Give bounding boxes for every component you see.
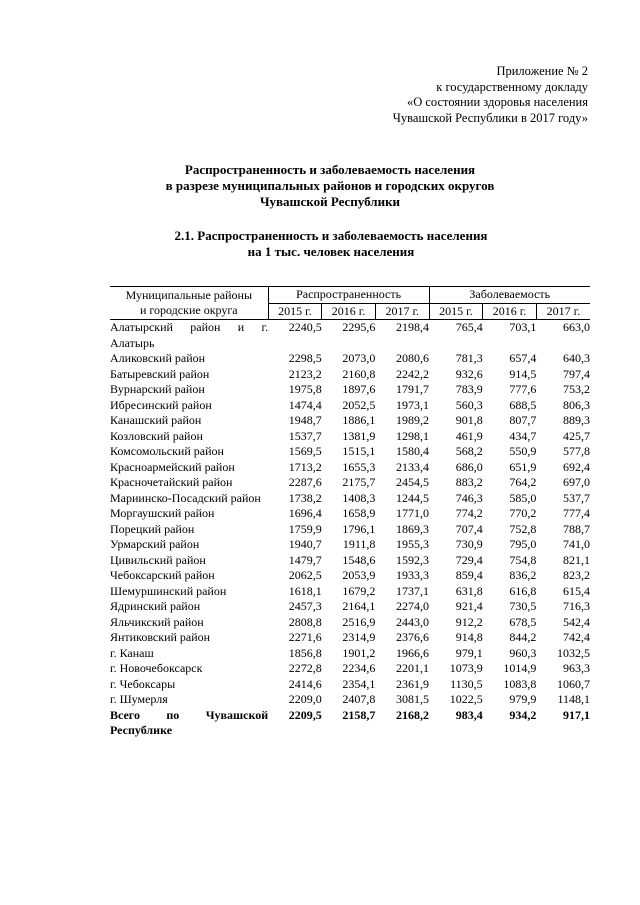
table-row [110,398,590,414]
table-row [110,522,590,538]
table-row [110,599,590,615]
value-cell: 1737,1 [396,583,430,598]
value-cell: 1911,8 [342,537,376,551]
value-cell: 1022,5 [449,692,483,706]
value-cell: 2376,6 [396,630,430,644]
table-row [110,491,590,507]
value-cell: 550,9 [509,444,537,458]
value-cell: 914,5 [509,366,537,381]
value-cell: 859,4 [455,568,483,582]
header-year: 2017 г. [375,303,429,320]
value-cell: 2454,5 [396,475,430,489]
value-cell: 795,0 [509,537,537,551]
header-prevalence: Распространенность [268,287,429,304]
value-cell: 560,3 [455,397,483,412]
region-name-cell: г. Канаш [110,645,154,660]
value-cell: 1759,9 [288,521,322,536]
region-name-cell: г. Новочебоксарск [110,661,203,675]
value-cell: 1989,2 [396,413,430,427]
table-body [110,320,590,739]
title-line: в разрезе муниципальных районов и городских округов [165,178,495,193]
value-cell: 777,6 [509,382,537,396]
table-total-row [110,708,590,739]
value-cell: 752,8 [509,521,537,536]
value-cell: 1738,2 [288,490,322,505]
appendix-line: к государственному докладу [436,79,588,94]
table-row [110,320,590,352]
value-cell: 2295,6 [342,320,376,334]
value-cell: 1592,3 [396,552,430,567]
value-cell: 2198,4 [396,320,430,334]
value-cell: 2234,6 [342,661,376,675]
value-cell: 1548,6 [342,552,376,567]
region-name-cell: Шемуршинский район [110,583,227,598]
value-cell: 1966,6 [396,645,430,660]
region-name-cell: Аликовский район [110,351,206,365]
region-name-cell: Чебоксарский район [110,568,215,582]
value-cell: 1014,9 [503,661,537,675]
value-cell: 1933,3 [396,568,430,582]
value-cell: 2080,6 [396,351,430,365]
value-cell: 901,8 [455,413,483,427]
table-row [110,615,590,631]
value-cell: 1713,2 [288,459,322,474]
value-cell: 703,1 [509,320,537,334]
region-name-cell: Янтиковский район [110,630,211,644]
value-cell: 2457,3 [288,599,322,613]
value-cell: 1771,0 [396,506,430,520]
value-cell: 1083,8 [503,676,537,691]
region-name-cell: Всего по Чувашской Республике [110,707,269,737]
region-name-cell: Вурнарский район [110,382,205,396]
region-name-cell: Моргаушский район [110,506,215,520]
value-cell: 730,9 [455,537,483,551]
value-cell: 934,2 [509,707,537,722]
value-cell: 678,5 [509,614,537,629]
value-cell: 797,4 [563,366,590,381]
value-cell: 1955,3 [396,537,430,551]
region-name-cell: Батыревский район [110,366,210,381]
value-cell: 1569,5 [288,444,322,458]
title-line: Распространенность и заболеваемость населения [184,162,476,177]
value-cell: 917,1 [563,707,590,722]
value-cell: 2240,5 [288,320,322,334]
table-row [110,568,590,584]
value-cell: 2407,8 [342,692,376,706]
value-cell: 1381,9 [342,428,376,443]
region-name-cell: Ибресинский район [110,397,212,412]
value-cell: 697,0 [563,475,590,489]
value-cell: 2158,7 [342,707,376,722]
value-cell: 741,0 [563,537,590,551]
value-cell: 2272,8 [288,661,322,675]
value-cell: 883,2 [455,475,483,489]
value-cell: 3081,5 [396,692,430,706]
table-row [110,677,590,693]
value-cell: 1148,1 [557,692,590,706]
value-cell: 2242,2 [396,366,430,381]
table-row [110,413,590,429]
value-cell: 577,8 [563,444,590,458]
value-cell: 1973,1 [396,397,430,412]
value-cell: 788,7 [563,521,590,536]
value-cell: 1515,1 [342,444,376,458]
value-cell: 2160,8 [342,366,376,381]
value-cell: 1791,7 [396,382,430,396]
value-cell: 730,5 [509,599,537,613]
value-cell: 729,4 [455,552,483,567]
value-cell: 657,4 [509,351,537,365]
document-title [0,162,640,210]
value-cell: 2123,2 [288,366,322,381]
value-cell: 616,8 [509,583,537,598]
header-region-line2: и городские округа [139,303,238,317]
value-cell: 781,3 [455,351,483,365]
value-cell: 1479,7 [288,552,322,567]
value-cell: 461,9 [455,428,483,443]
statistics-table [110,286,590,739]
table-row [110,553,590,569]
section-title [0,228,640,260]
region-name-cell: Порецкий район [110,521,195,536]
value-cell: 960,3 [509,645,537,660]
value-cell: 1658,9 [342,506,376,520]
table-row [110,692,590,708]
value-cell: 777,4 [563,506,590,520]
section-title-line: 2.1. Распространенность и заболеваемость населения [174,228,488,243]
value-cell: 1537,7 [288,428,322,443]
value-cell: 615,4 [563,583,590,598]
appendix-line: «О состоянии здоровья населения [406,95,588,109]
table-row [110,382,590,398]
value-cell: 746,3 [455,490,483,505]
value-cell: 754,8 [509,552,537,567]
value-cell: 1679,2 [342,583,376,598]
value-cell: 1130,5 [450,676,483,691]
title-line: Чувашской Республики [259,194,401,209]
value-cell: 1408,3 [342,490,376,505]
value-cell: 2354,1 [342,676,376,691]
value-cell: 836,2 [509,568,537,582]
value-cell: 2164,1 [342,599,376,613]
value-cell: 1032,5 [557,645,590,660]
table-row [110,351,590,367]
appendix-line: Приложение № 2 [496,64,588,78]
value-cell: 434,7 [509,428,537,443]
value-cell: 2516,9 [342,614,376,629]
value-cell: 1073,9 [449,661,483,675]
value-cell: 765,4 [455,320,483,334]
value-cell: 686,0 [455,459,483,474]
value-cell: 568,2 [455,444,483,458]
value-cell: 2808,8 [288,614,322,629]
region-name-cell: Мариинско-Посадский район [110,490,261,505]
region-name-cell: Красночетайский район [110,475,233,489]
value-cell: 753,2 [563,382,590,396]
value-cell: 2073,0 [342,351,376,365]
value-cell: 912,2 [455,614,483,629]
value-cell: 2314,9 [342,630,376,644]
value-cell: 1940,7 [288,537,322,551]
value-cell: 663,0 [563,320,590,334]
appendix-line: Чувашской Республики в 2017 году» [392,110,588,125]
value-cell: 692,4 [563,459,590,474]
value-cell: 2133,4 [396,459,430,474]
value-cell: 2062,5 [288,568,322,582]
value-cell: 979,9 [509,692,537,706]
value-cell: 1655,3 [342,459,376,474]
value-cell: 2274,0 [396,599,430,613]
value-cell: 770,2 [509,506,537,520]
table-row [110,460,590,476]
value-cell: 585,0 [509,490,537,505]
value-cell: 640,3 [563,351,590,365]
header-year: 2017 г. [536,303,590,320]
value-cell: 1796,1 [342,521,376,536]
value-cell: 537,7 [563,490,590,505]
value-cell: 774,2 [455,506,483,520]
table-row [110,537,590,553]
region-name-cell: Цивильский район [110,552,206,567]
region-name-cell: Комсомольский район [110,444,224,458]
value-cell: 1901,2 [342,645,376,660]
region-name-cell: Красноармейский район [110,459,235,474]
table-row [110,444,590,460]
region-name-cell: Алатырский район и г. Алатырь [110,320,269,350]
value-cell: 1856,8 [288,645,322,660]
value-cell: 2209,5 [288,707,322,722]
value-cell: 651,9 [509,459,537,474]
value-cell: 2271,6 [288,630,322,644]
value-cell: 807,7 [509,413,537,427]
table-row [110,475,590,491]
table-row [110,584,590,600]
value-cell: 1244,5 [396,490,430,505]
value-cell: 2201,1 [396,661,430,675]
header-year: 2015 г. [429,303,483,320]
value-cell: 1618,1 [288,583,322,598]
value-cell: 921,4 [455,599,483,613]
value-cell: 1869,3 [396,521,430,536]
value-cell: 631,8 [455,583,483,598]
value-cell: 1298,1 [396,428,430,443]
table-row [110,661,590,677]
value-cell: 2414,6 [288,676,322,691]
value-cell: 2168,2 [396,707,430,722]
section-title-line: на 1 тыс. человек населения [247,244,415,259]
value-cell: 1060,7 [557,676,590,691]
value-cell: 2209,0 [288,692,322,706]
table-row [110,646,590,662]
region-name-cell: Урмарский район [110,537,200,551]
region-name-cell: Козловский район [110,428,203,443]
value-cell: 979,1 [455,645,483,660]
header-incidence: Заболеваемость [429,287,590,304]
value-cell: 1948,7 [288,413,322,427]
value-cell: 542,4 [563,614,590,629]
table-row [110,506,590,522]
value-cell: 2361,9 [396,676,430,691]
value-cell: 1975,8 [288,382,322,396]
value-cell: 983,4 [455,707,483,722]
value-cell: 2287,6 [288,475,322,489]
region-name-cell: Яльчикский район [110,614,204,629]
value-cell: 889,3 [563,413,590,427]
region-name-cell: г. Чебоксары [110,676,176,691]
value-cell: 1474,4 [288,397,322,412]
region-name-cell: Канашский район [110,413,202,427]
value-cell: 764,2 [509,475,537,489]
value-cell: 688,5 [509,397,537,412]
value-cell: 914,8 [455,630,483,644]
value-cell: 1580,4 [396,444,430,458]
region-name-cell: Ядринский район [110,599,201,613]
value-cell: 2298,5 [288,351,322,365]
header-year: 2015 г. [268,303,322,320]
table-row [110,630,590,646]
header-region [110,287,268,320]
table-row [110,367,590,383]
value-cell: 425,7 [563,428,590,443]
value-cell: 1886,1 [342,413,376,427]
value-cell: 1897,6 [342,382,376,396]
value-cell: 2443,0 [396,614,430,629]
header-year: 2016 г. [322,303,376,320]
header-year: 2016 г. [483,303,537,320]
value-cell: 2053,9 [342,568,376,582]
value-cell: 932,6 [455,366,483,381]
value-cell: 1696,4 [288,506,322,520]
value-cell: 963,3 [563,661,590,675]
header-region-line1: Муниципальные районы [125,287,253,302]
value-cell: 821,1 [563,552,590,567]
value-cell: 2052,5 [342,397,376,412]
value-cell: 716,3 [563,599,590,613]
appendix-note [393,64,588,126]
value-cell: 742,4 [563,630,590,644]
value-cell: 806,3 [563,397,590,412]
table-row [110,429,590,445]
value-cell: 2175,7 [342,475,376,489]
value-cell: 844,2 [509,630,537,644]
value-cell: 823,2 [563,568,590,582]
region-name-cell: г. Шумерля [110,692,168,706]
value-cell: 707,4 [455,521,483,536]
value-cell: 783,9 [455,382,483,396]
